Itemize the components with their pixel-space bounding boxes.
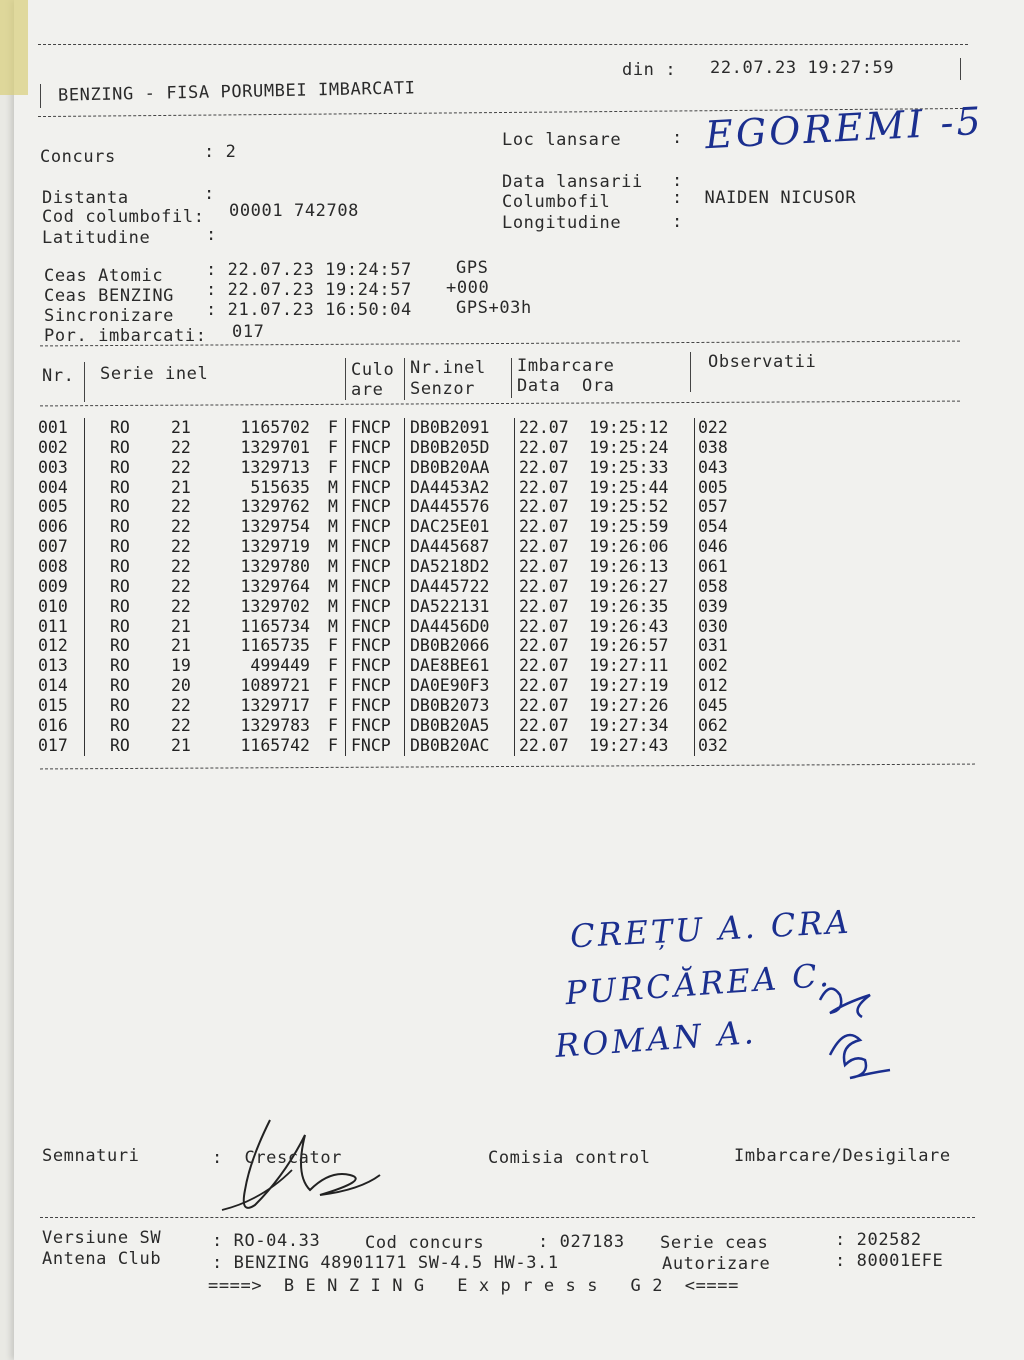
cell-nr: 002 — [38, 437, 68, 457]
cell-inel: 1329713 — [240, 457, 310, 477]
cell-observatii: 022 — [698, 418, 728, 437]
cell-senzor: DB0B2073 — [410, 695, 490, 715]
cell-observatii: 045 — [698, 695, 728, 715]
cell-data: 22.07 — [519, 537, 569, 557]
versiune-sw-value: : RO-04.33 — [212, 1231, 321, 1251]
cell-observatii: 057 — [698, 497, 728, 517]
cell-observatii: 030 — [698, 616, 728, 636]
cell-culoare: FNCP — [351, 418, 391, 437]
cell-inel: 1329701 — [240, 437, 310, 457]
serie-ceas-label: Serie ceas — [660, 1233, 769, 1253]
cell-data: 22.07 — [519, 418, 569, 437]
cell-inel: 1329754 — [240, 517, 310, 537]
cell-an: 21 — [171, 636, 191, 656]
cell-senzor: DA522131 — [410, 596, 490, 616]
cell-tara: RO — [110, 616, 130, 636]
sincronizare-extra: GPS+03h — [456, 298, 532, 318]
cell-an: 21 — [171, 735, 191, 755]
cell-an: 22 — [171, 437, 191, 457]
cell-senzor: DB0B20AC — [410, 735, 490, 755]
data-lansarii-value: : — [672, 171, 683, 191]
cell-inel: 1329762 — [240, 497, 310, 517]
cell-sex: F — [328, 636, 338, 656]
cell-nr: 011 — [38, 616, 68, 636]
cell-inel: 1329702 — [240, 596, 310, 616]
por-imbarcati-value: 017 — [232, 322, 265, 342]
antena-club-value: : BENZING 48901171 SW-4.5 HW-3.1 — [212, 1253, 559, 1273]
cell-data: 22.07 — [519, 656, 569, 676]
cell-observatii: 038 — [698, 437, 728, 457]
cell-culoare: FNCP — [351, 497, 391, 517]
cell-nr: 007 — [38, 537, 68, 557]
cell-data: 22.07 — [519, 735, 569, 755]
cod-columbofil-label: Cod columbofil: — [42, 207, 205, 227]
cell-data: 22.07 — [519, 676, 569, 696]
cell-culoare: FNCP — [351, 676, 391, 696]
din-value: 22.07.23 19:27:59 — [710, 58, 895, 78]
cell-data: 22.07 — [519, 517, 569, 537]
columbofil-value: : NAIDEN NICUSOR — [672, 188, 857, 208]
cell-culoare: FNCP — [351, 556, 391, 576]
cell-senzor: DB0B20AA — [410, 457, 490, 477]
ceas-benzing-label: Ceas BENZING — [44, 286, 175, 306]
cell-inel: 1165735 — [240, 636, 310, 656]
col-header-imbarcare-2: Data Ora — [517, 376, 615, 396]
cell-ora: 19:27:11 — [589, 656, 669, 676]
cell-sex: F — [328, 437, 338, 457]
cell-nr: 014 — [38, 676, 68, 696]
cod-concurs-label: Cod concurs — [365, 1233, 485, 1253]
cell-ora: 19:26:06 — [589, 537, 669, 557]
cell-observatii: 054 — [698, 517, 728, 537]
cell-inel: 1089721 — [240, 676, 310, 696]
cell-culoare: FNCP — [351, 437, 391, 457]
cell-senzor: DB0B20A5 — [410, 715, 490, 735]
cell-nr: 008 — [38, 556, 68, 576]
cell-data: 22.07 — [519, 715, 569, 735]
cell-nr: 001 — [38, 418, 68, 437]
cell-an: 22 — [171, 576, 191, 596]
cell-sex: M — [328, 497, 338, 517]
cell-culoare: FNCP — [351, 735, 391, 755]
cell-sex: M — [328, 477, 338, 497]
cell-an: 20 — [171, 676, 191, 696]
cell-senzor: DAE8BE61 — [410, 656, 490, 676]
cell-senzor: DA445722 — [410, 576, 490, 596]
ceas-atomic-value: : 22.07.23 19:24:57 — [206, 260, 412, 280]
cell-culoare: FNCP — [351, 517, 391, 537]
cell-nr: 016 — [38, 715, 68, 735]
columbofil-label: Columbofil — [502, 192, 611, 212]
cell-ora: 19:26:13 — [589, 556, 669, 576]
form-title: BENZING - FISA PORUMBEI IMBARCATI — [57, 78, 416, 106]
cell-ora: 19:27:19 — [589, 676, 669, 696]
cell-ora: 19:25:24 — [589, 437, 669, 457]
ceas-atomic-extra: GPS — [456, 258, 489, 278]
cell-culoare: FNCP — [351, 457, 391, 477]
cell-inel: 1329764 — [240, 576, 310, 596]
col-header-culoare-1: Culo — [351, 360, 395, 380]
cell-inel: 515635 — [250, 477, 310, 497]
cod-concurs-value: : 027183 — [538, 1232, 625, 1252]
cell-tara: RO — [110, 715, 130, 735]
cell-an: 21 — [171, 477, 191, 497]
cell-ora: 19:25:59 — [589, 517, 669, 537]
col-header-nrinel-2: Senzor — [410, 379, 476, 399]
cell-tara: RO — [110, 477, 130, 497]
cell-tara: RO — [110, 636, 130, 656]
cell-ora: 19:25:52 — [589, 497, 669, 517]
cell-sex: F — [328, 418, 338, 437]
cell-sex: M — [328, 517, 338, 537]
cell-an: 22 — [171, 497, 191, 517]
cell-nr: 010 — [38, 596, 68, 616]
cell-sex: M — [328, 596, 338, 616]
cell-ora: 19:26:35 — [589, 596, 669, 616]
cell-sex: F — [328, 676, 338, 696]
cell-ora: 19:26:43 — [589, 616, 669, 636]
ceas-benzing-extra: +000 — [446, 278, 490, 298]
cell-inel: 1329783 — [240, 715, 310, 735]
cell-an: 21 — [171, 418, 191, 437]
latitudine-label: Latitudine — [42, 228, 151, 248]
cell-senzor: DB0B2091 — [410, 418, 490, 437]
cell-observatii: 046 — [698, 537, 728, 557]
cell-culoare: FNCP — [351, 715, 391, 735]
cell-observatii: 043 — [698, 457, 728, 477]
cell-observatii: 005 — [698, 477, 728, 497]
loc-lansare-handwritten: EGOREMI -5 — [704, 98, 985, 158]
cell-culoare: FNCP — [351, 656, 391, 676]
cell-data: 22.07 — [519, 596, 569, 616]
cell-data: 22.07 — [519, 457, 569, 477]
cell-an: 22 — [171, 695, 191, 715]
cell-culoare: FNCP — [351, 596, 391, 616]
cell-an: 22 — [171, 457, 191, 477]
footer-divider — [40, 1217, 975, 1218]
cell-tara: RO — [110, 656, 130, 676]
longitudine-value: : — [672, 212, 683, 232]
col-header-nrinel-1: Nr.inel — [410, 358, 486, 378]
cell-data: 22.07 — [519, 497, 569, 517]
cell-ora: 19:25:33 — [589, 457, 669, 477]
cell-ora: 19:25:12 — [589, 418, 669, 437]
cell-an: 22 — [171, 517, 191, 537]
antena-club-label: Antena Club — [42, 1249, 162, 1269]
col-header-nr: Nr. — [42, 366, 75, 386]
cell-sex: M — [328, 556, 338, 576]
cell-observatii: 012 — [698, 676, 728, 696]
cell-inel: 1165702 — [240, 418, 310, 437]
cell-culoare: FNCP — [351, 616, 391, 636]
cell-data: 22.07 — [519, 695, 569, 715]
cell-nr: 003 — [38, 457, 68, 477]
cell-data: 22.07 — [519, 576, 569, 596]
cell-data: 22.07 — [519, 636, 569, 656]
cell-sex: F — [328, 715, 338, 735]
cell-observatii: 031 — [698, 636, 728, 656]
cell-observatii: 061 — [698, 556, 728, 576]
cell-observatii: 058 — [698, 576, 728, 596]
cod-columbofil-value: 00001 742708 — [229, 201, 360, 221]
cell-culoare: FNCP — [351, 695, 391, 715]
cell-inel: 1329719 — [240, 537, 310, 557]
cell-nr: 005 — [38, 497, 68, 517]
cell-tara: RO — [110, 537, 130, 557]
cell-an: 22 — [171, 715, 191, 735]
cell-tara: RO — [110, 437, 130, 457]
cell-senzor: DA445687 — [410, 537, 490, 557]
cell-nr: 006 — [38, 517, 68, 537]
cell-inel: 1329717 — [240, 695, 310, 715]
concurs-value: : 2 — [204, 142, 237, 162]
longitudine-label: Longitudine — [502, 213, 622, 233]
versiune-sw-label: Versiune SW — [42, 1228, 162, 1248]
cell-culoare: FNCP — [351, 537, 391, 557]
cell-an: 22 — [171, 596, 191, 616]
cell-tara: RO — [110, 576, 130, 596]
ceas-benzing-value: : 22.07.23 19:24:57 — [206, 280, 412, 300]
handwritten-name-2: PURCĂREA C. — [563, 955, 833, 1013]
cell-data: 22.07 — [519, 556, 569, 576]
din-label: din : — [622, 60, 677, 80]
cell-senzor: DAC25E01 — [410, 517, 490, 537]
cell-ora: 19:26:57 — [589, 636, 669, 656]
cell-inel: 1329780 — [240, 556, 310, 576]
cell-nr: 017 — [38, 735, 68, 755]
cell-an: 21 — [171, 616, 191, 636]
crescator-label: : Crescator — [212, 1148, 343, 1168]
cell-tara: RO — [110, 596, 130, 616]
cell-observatii: 039 — [698, 596, 728, 616]
cell-tara: RO — [110, 517, 130, 537]
cell-tara: RO — [110, 418, 130, 437]
cell-nr: 015 — [38, 695, 68, 715]
loc-lansare-label: Loc lansare — [502, 130, 622, 150]
cell-nr: 004 — [38, 477, 68, 497]
col-header-serie: Serie inel — [100, 364, 209, 384]
cell-inel: 499449 — [250, 656, 310, 676]
cell-tara: RO — [110, 695, 130, 715]
sincronizare-value: : 21.07.23 16:50:04 — [206, 300, 412, 320]
cell-ora: 19:25:44 — [589, 477, 669, 497]
cell-senzor: DA445576 — [410, 497, 490, 517]
imbarcare-desigilare-label: Imbarcare/Desigilare — [734, 1146, 951, 1166]
col-header-culoare-2: are — [351, 380, 384, 400]
cell-tara: RO — [110, 676, 130, 696]
cell-senzor: DA5218D2 — [410, 556, 490, 576]
cell-an: 22 — [171, 556, 191, 576]
cell-sex: F — [328, 735, 338, 755]
loc-lansare-colon: : — [672, 128, 683, 148]
ceas-atomic-label: Ceas Atomic — [44, 266, 164, 286]
cell-sex: M — [328, 576, 338, 596]
cell-ora: 19:27:34 — [589, 715, 669, 735]
cell-observatii: 032 — [698, 735, 728, 755]
cell-tara: RO — [110, 497, 130, 517]
latitudine-value: : — [206, 225, 217, 245]
distanta-label: Distanta — [42, 188, 129, 208]
handwritten-name-3: ROMAN A. — [553, 1013, 758, 1065]
distanta-value: : — [204, 184, 215, 204]
cell-nr: 009 — [38, 576, 68, 596]
cell-culoare: FNCP — [351, 636, 391, 656]
data-lansarii-label: Data lansarii — [502, 172, 643, 192]
cell-data: 22.07 — [519, 477, 569, 497]
cell-ora: 19:27:26 — [589, 695, 669, 715]
col-header-imbarcare-1: Imbarcare — [517, 356, 615, 376]
autorizare-value: : 80001EFE — [835, 1251, 944, 1271]
cell-an: 19 — [171, 656, 191, 676]
cell-inel: 1165734 — [240, 616, 310, 636]
serie-ceas-value: : 202582 — [835, 1230, 922, 1250]
sincronizare-label: Sincronizare — [44, 306, 175, 326]
cell-culoare: FNCP — [351, 576, 391, 596]
cell-nr: 012 — [38, 636, 68, 656]
cell-ora: 19:27:43 — [589, 735, 669, 755]
cell-ora: 19:26:27 — [589, 576, 669, 596]
autorizare-label: Autorizare — [662, 1254, 771, 1274]
cell-senzor: DB0B205D — [410, 437, 490, 457]
cell-observatii: 002 — [698, 656, 728, 676]
benzing-express-brand-line: ====> B E N Z I N G E x p r e s s G 2 <==== — [208, 1276, 739, 1296]
cell-observatii: 062 — [698, 715, 728, 735]
cell-tara: RO — [110, 556, 130, 576]
cell-sex: F — [328, 457, 338, 477]
cell-sex: F — [328, 695, 338, 715]
concurs-label: Concurs — [40, 147, 116, 167]
cell-sex: F — [328, 656, 338, 676]
cell-nr: 013 — [38, 656, 68, 676]
cell-data: 22.07 — [519, 616, 569, 636]
cell-data: 22.07 — [519, 437, 569, 457]
cell-senzor: DA4453A2 — [410, 477, 490, 497]
col-header-observatii: Observatii — [708, 352, 817, 372]
semnaturi-label: Semnaturi — [42, 1146, 140, 1166]
por-imbarcati-label: Por. imbarcati: — [44, 326, 207, 346]
cell-sex: M — [328, 537, 338, 557]
cell-senzor: DB0B2066 — [410, 636, 490, 656]
cell-senzor: DA4456D0 — [410, 616, 490, 636]
cell-tara: RO — [110, 735, 130, 755]
cell-senzor: DA0E90F3 — [410, 676, 490, 696]
cell-an: 22 — [171, 537, 191, 557]
handwritten-name-1: CREȚU A. CRA — [569, 902, 853, 956]
comisia-control-label: Comisia control — [488, 1148, 651, 1168]
cell-culoare: FNCP — [351, 477, 391, 497]
cell-inel: 1165742 — [240, 735, 310, 755]
cell-tara: RO — [110, 457, 130, 477]
cell-sex: M — [328, 616, 338, 636]
